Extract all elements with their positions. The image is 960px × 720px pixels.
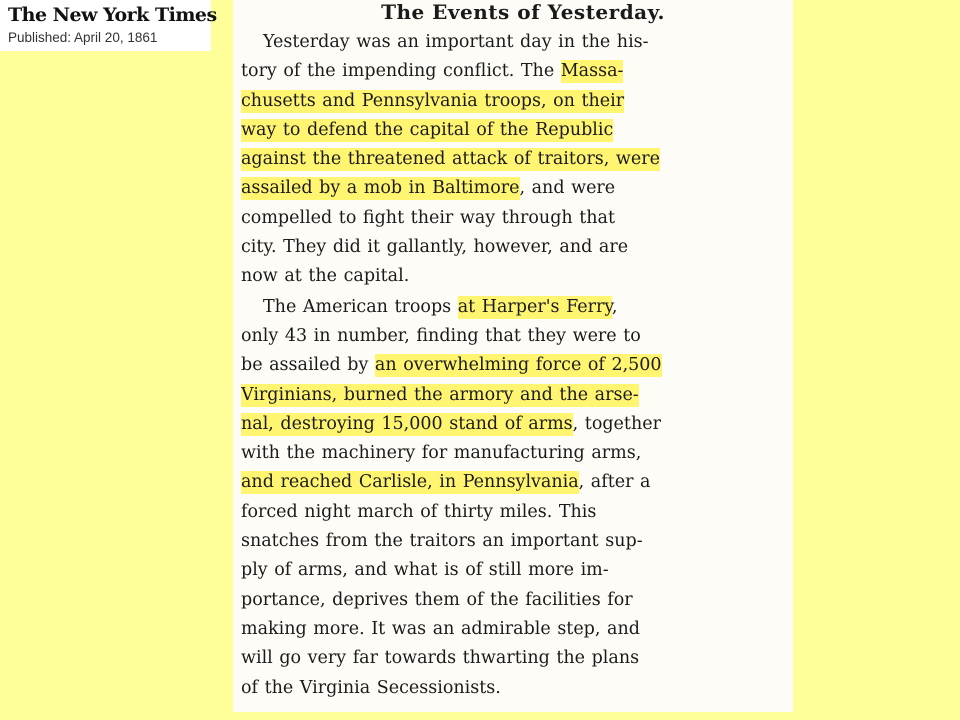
text-line: city. They did it gallantly, however, and are xyxy=(241,237,629,258)
highlighted-text: and reached Carlisle, in Pennsylvania xyxy=(241,472,579,493)
text-line: forced night march of thirty miles. This xyxy=(241,501,597,522)
text-line: only 43 in number, finding that they were to xyxy=(241,325,641,346)
text-line: ply of arms, and what is of still more im- xyxy=(241,560,609,581)
paragraph-1 xyxy=(241,28,783,292)
text-line: tory of the impending conflict. The Massa- xyxy=(241,61,624,82)
masthead xyxy=(0,0,217,51)
text-line xyxy=(241,116,783,145)
text-line: The American troops at Harper's Ferry, xyxy=(263,296,618,317)
text-line: snatches from the traitors an important sup- xyxy=(241,531,643,552)
published-date: Published: April 20, 1861 xyxy=(8,30,158,45)
newspaper-clipping xyxy=(233,0,793,712)
text-line: with the machinery for manufacturing arms, xyxy=(241,443,642,464)
text-line: compelled to fight their way through that xyxy=(241,207,616,228)
highlighted-text: chusetts and Pennsylvania troops, on their xyxy=(241,90,625,111)
highlighted-text: assailed by a mob in Baltimore xyxy=(241,178,520,199)
highlighted-text: way to defend the capital of the Republic xyxy=(241,119,614,140)
text-line: nal, destroying 15,000 stand of arms, together xyxy=(241,413,661,434)
text-line: be assailed by an overwhelming force of 2,500 xyxy=(241,355,662,376)
text-line: portance, deprives them of the facilities for xyxy=(241,589,633,610)
paragraph-2 xyxy=(241,293,783,703)
highlighted-text: at Harper's Ferry xyxy=(457,296,612,317)
text-line xyxy=(241,87,783,116)
text-line xyxy=(241,381,783,410)
highlighted-text: nal, destroying 15,000 stand of arms xyxy=(241,413,573,434)
text-line: will go very far towards thwarting the plans xyxy=(241,648,640,669)
highlighted-text: Virginians, burned the armory and the arse- xyxy=(241,384,639,405)
highlighted-text: Massa- xyxy=(560,61,624,82)
highlighted-text: an overwhelming force of 2,500 xyxy=(374,355,662,376)
text-line: Yesterday was an important day in the his- xyxy=(263,32,649,52)
text-line: now at the capital. xyxy=(241,266,410,287)
text-line: making more. It was an admirable step, and xyxy=(241,618,640,639)
highlighted-text: against the threatened attack of traitors, were xyxy=(241,149,660,170)
headline: The Events of Yesterday. xyxy=(381,0,665,24)
text-line: and reached Carlisle, in Pennsylvania, after a xyxy=(241,472,651,493)
text-line xyxy=(241,145,783,174)
text-line: of the Virginia Secessionists. xyxy=(241,677,501,698)
text-line: assailed by a mob in Baltimore, and were xyxy=(241,178,616,199)
nyt-logo: The New York Times xyxy=(8,4,217,26)
